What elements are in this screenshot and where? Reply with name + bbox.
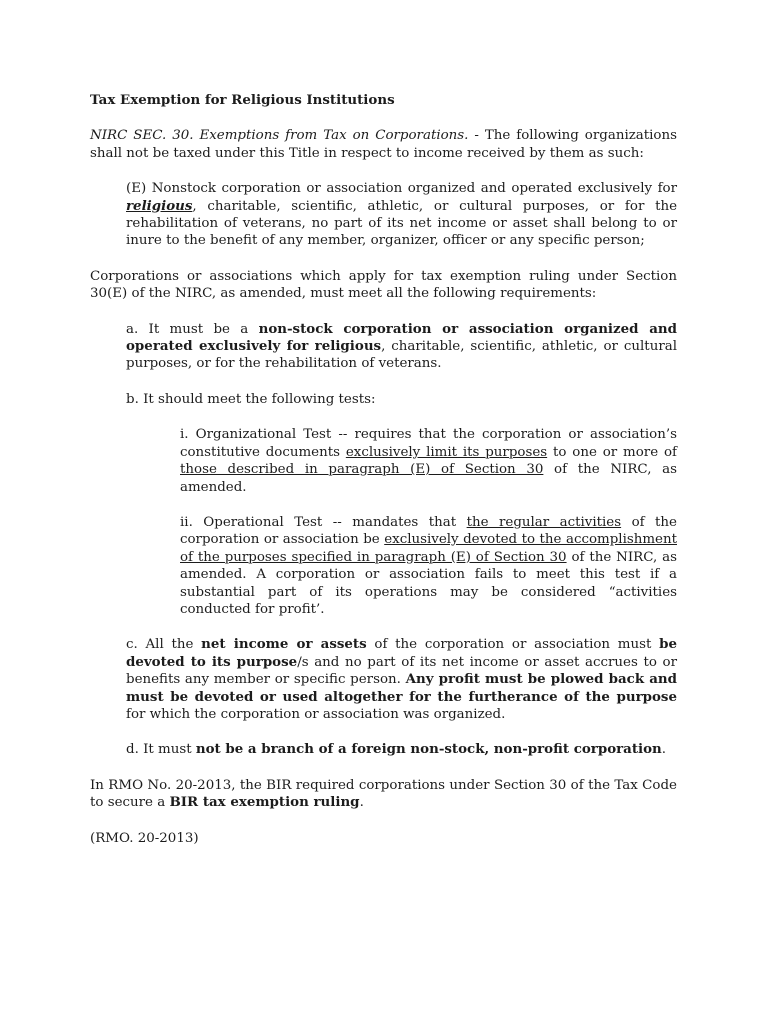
- intro-paragraph: NIRC SEC. 30. Exemptions from Tax on Corporations. - The following organizations shall not be taxed under this Title in respect to income received by them as such:: [90, 128, 677, 161]
- religious-emphasis: religious: [126, 197, 193, 214]
- document-title: Tax Exemption for Religious Institutions: [90, 92, 395, 108]
- citation: (RMO. 20-2013): [90, 830, 199, 846]
- section-reference: NIRC SEC. 30. Exemptions from Tax on Corporations.: [90, 128, 469, 144]
- requirement-d: d. It must not be a branch of a foreign non-stock, non-profit corporation.: [126, 741, 667, 758]
- requirement-c: c. All the net income or assets of the corporation or association must be devoted to its purpose/s and no part of its net income or asset accrues to or benefits any member or specific person. Any profit must be plowed back and must be devoted or used altogether for the furtherance of the purpose for which the corporation or association was organized.: [126, 636, 677, 722]
- operational-test: ii. Operational Test -- mandates that the regular activities of the corporation or association be exclusively devoted to the accomplishment of the purposes specified in paragraph (E) of Section 30 of the NIRC, as amended. A corporation or association fails to meet this test if a substantial part of its operations may be considered “activities conducted for profit’.: [180, 514, 677, 617]
- document-page: [90, 92, 677, 865]
- requirement-a: a. It must be a non-stock corporation or association organized and operated exclusively for religious, charitable, scientific, athletic, or cultural purposes, or for the rehabilitation of veterans.: [126, 320, 677, 372]
- section-e-paragraph: (E) Nonstock corporation or association organized and operated exclusively for religious, charitable, scientific, athletic, or cultural purposes, or for the rehabilitation of veterans, no part of its net income or asset shall belong to or inure to the benefit of any member, organizer, officer or any specific person;: [126, 181, 677, 249]
- requirement-b: b. It should meet the following tests:: [126, 391, 376, 407]
- rmo-paragraph: In RMO No. 20-2013, the BIR required corporations under Section 30 of the Tax Code to secure a BIR tax exemption ruling.: [90, 777, 677, 811]
- organizational-test: i. Organizational Test -- requires that the corporation or association’s constitutive documents exclusively limit its purposes to one or more of those described in paragraph (E) of Section 30 of the NIRC, as amended.: [180, 427, 678, 495]
- requirements-paragraph: Corporations or associations which apply for tax exemption ruling under Section 30(E) of the NIRC, as amended, must meet all the following requirements:: [90, 268, 677, 302]
